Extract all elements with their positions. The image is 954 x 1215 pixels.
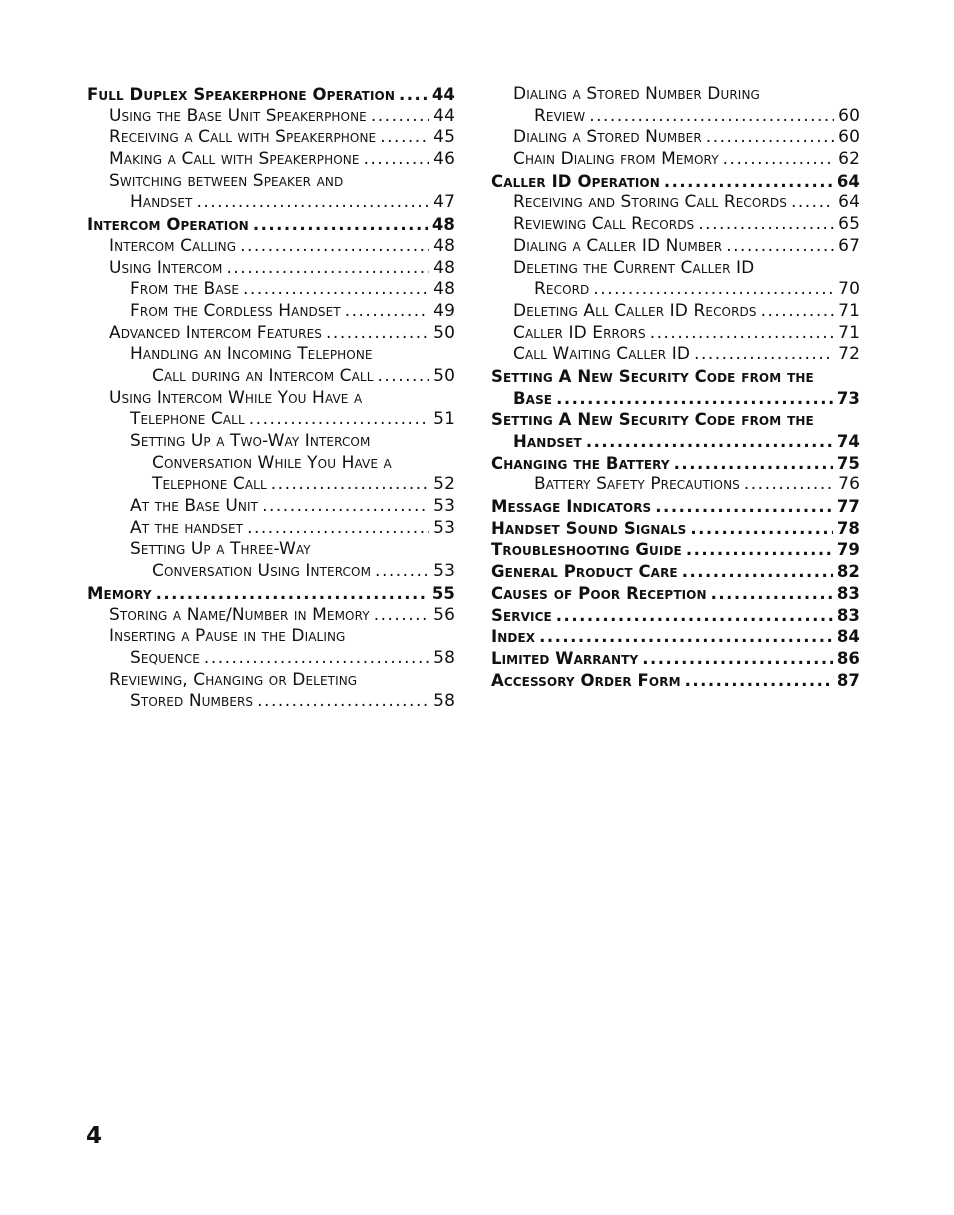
toc-entry[interactable]: [491, 539, 860, 561]
toc-entry[interactable]: [491, 301, 860, 323]
dot-leader: [726, 236, 834, 258]
dot-leader: [589, 106, 834, 128]
dot-leader: [249, 409, 429, 431]
toc-entry[interactable]: [87, 670, 455, 692]
toc-entry-title: Setting Up a Two-Way Intercom: [130, 431, 371, 451]
toc-entry-page: 48: [433, 235, 455, 256]
dot-leader: [271, 474, 429, 496]
toc-entry[interactable]: [491, 605, 860, 627]
toc-right-column: [491, 84, 860, 691]
toc-entry-page: 71: [838, 300, 860, 321]
toc-entry-title: Switching between Speaker and: [109, 170, 344, 191]
toc-entry-title: Setting Up a Three-Way: [130, 539, 311, 560]
toc-entry[interactable]: [87, 539, 455, 561]
toc-entry-page: 52: [433, 474, 455, 495]
toc-entry-page: 82: [836, 562, 860, 582]
toc-entry[interactable]: [87, 192, 455, 214]
toc-entry-page: 74: [836, 432, 860, 451]
dot-leader: [204, 648, 429, 670]
dot-leader: [593, 279, 834, 301]
dot-leader: [650, 323, 834, 345]
toc-entry-title: Reviewing, Changing or Deleting: [109, 669, 358, 690]
toc-entry-page: 62: [838, 149, 860, 170]
page-number: 4: [86, 1123, 103, 1149]
toc-entry-title: Deleting the Current Caller ID: [513, 257, 755, 278]
dot-leader: [257, 691, 429, 713]
toc-entry[interactable]: [491, 518, 860, 540]
dot-leader: [375, 561, 429, 583]
toc-entry[interactable]: [491, 214, 860, 236]
dot-leader: [156, 583, 428, 605]
toc-entry-page: 51: [433, 409, 455, 430]
toc-entry[interactable]: [491, 561, 860, 583]
toc-entry-page: 56: [433, 604, 455, 625]
toc-entry-title: Setting A New Security Code from the: [491, 410, 814, 430]
toc-entry-title: Caller ID Errors: [513, 322, 646, 343]
toc-entry[interactable]: [491, 344, 860, 366]
dot-leader: [378, 366, 430, 388]
toc-entry-title: Inserting a Pause in the Dialing: [109, 626, 346, 647]
toc-entry-title: From the Base: [130, 279, 240, 300]
dot-leader: [364, 149, 430, 171]
toc-entry[interactable]: [87, 127, 455, 149]
toc-entry[interactable]: [491, 474, 860, 496]
dot-leader: [539, 626, 833, 648]
toc-entry-title: At the Base Unit: [130, 496, 259, 517]
toc-entry[interactable]: [491, 409, 860, 431]
toc-entry-title: From the Cordless Handset: [130, 300, 341, 321]
toc-entry-title: Chain Dialing from Memory: [513, 149, 719, 170]
toc-entry[interactable]: [87, 453, 455, 475]
toc-entry-title: Call during an Intercom Call: [152, 365, 374, 386]
toc-entry[interactable]: [87, 214, 455, 236]
toc-entry-title: Intercom Operation: [87, 215, 249, 235]
toc-entry[interactable]: [491, 431, 860, 453]
toc-entry-title: Causes of Poor Reception: [491, 583, 707, 603]
toc-entry-page: 78: [836, 518, 860, 538]
toc-entry-title: Dialing a Stored Number: [513, 127, 702, 148]
dot-leader: [556, 388, 833, 410]
toc-entry-page: 58: [433, 691, 455, 712]
dot-leader: [694, 344, 834, 366]
toc-entry-title: Setting A New Security Code from the: [491, 366, 814, 386]
toc-entry[interactable]: [87, 258, 455, 280]
dot-leader: [380, 127, 429, 149]
toc-entry-page: 53: [433, 496, 455, 517]
dot-leader: [711, 583, 833, 605]
toc-entry-title: Stored Numbers: [130, 691, 254, 712]
toc-entry-title: Handset: [513, 432, 582, 451]
toc-entry[interactable]: [87, 518, 455, 540]
dot-leader: [253, 214, 428, 236]
toc-entry-page: 83: [836, 605, 860, 625]
dot-leader: [374, 605, 429, 627]
dot-leader: [227, 258, 430, 280]
toc-entry[interactable]: [491, 106, 860, 128]
toc-entry-page: 65: [838, 214, 860, 235]
dot-leader: [642, 648, 833, 670]
toc-entry-page: 48: [431, 215, 455, 235]
toc-entry-title: At the handset: [130, 517, 244, 538]
toc-entry[interactable]: [87, 626, 455, 648]
toc-entry-title: Handling an Incoming Telephone: [130, 344, 373, 365]
toc-entry-page: 64: [838, 192, 860, 213]
toc-entry[interactable]: [87, 409, 455, 431]
toc-entry-page: 70: [838, 279, 860, 300]
toc-entry[interactable]: [491, 323, 860, 345]
toc-entry-title: Conversation While You Have a: [152, 452, 392, 473]
dot-leader: [723, 149, 835, 171]
toc-entry-title: Index: [491, 627, 536, 647]
toc-entry-title: Deleting All Caller ID Records: [513, 300, 757, 321]
toc-entry[interactable]: [491, 258, 860, 280]
toc-entry-page: 84: [836, 627, 860, 647]
toc-entry[interactable]: [87, 605, 455, 627]
toc-entry-page: 50: [433, 365, 455, 386]
toc-entry-title: Advanced Intercom Features: [109, 322, 323, 343]
dot-leader: [761, 301, 835, 323]
toc-entry[interactable]: [87, 388, 455, 410]
toc-entry[interactable]: [87, 149, 455, 171]
toc-entry-title: Service: [491, 605, 552, 625]
dot-leader: [685, 670, 833, 692]
toc-entry-title: Dialing a Caller ID Number: [513, 235, 723, 256]
toc-entry-title: Intercom Calling: [109, 235, 237, 256]
toc-entry-title: Using Intercom: [109, 257, 223, 278]
toc-entry-title: Sequence: [130, 647, 200, 668]
dot-leader: [371, 106, 429, 128]
dot-leader: [399, 84, 428, 106]
toc-entry[interactable]: [87, 171, 455, 193]
toc-entry[interactable]: [87, 474, 455, 496]
toc-entry[interactable]: [491, 192, 860, 214]
toc-entry[interactable]: [491, 453, 860, 475]
dot-leader: [686, 539, 833, 561]
toc-entry-page: 47: [433, 192, 455, 213]
toc-entry[interactable]: [87, 648, 455, 670]
dot-leader: [556, 605, 833, 627]
toc-entry[interactable]: [491, 149, 860, 171]
toc-entry[interactable]: [87, 344, 455, 366]
dot-leader: [690, 518, 832, 540]
dot-leader: [196, 192, 429, 214]
toc-left-column: [87, 84, 455, 713]
toc-entry-page: 86: [836, 648, 860, 668]
toc-entry[interactable]: [491, 670, 860, 692]
toc-entry[interactable]: [87, 279, 455, 301]
toc-entry-title: Base: [513, 388, 553, 408]
toc-entry[interactable]: [491, 626, 860, 648]
dot-leader: [791, 192, 834, 214]
toc-entry-title: Telephone Call: [152, 474, 267, 495]
toc-entry-page: 49: [433, 300, 455, 321]
dot-leader: [243, 279, 429, 301]
toc-entry-title: Call Waiting Caller ID: [513, 344, 691, 365]
toc-entry-page: 60: [838, 105, 860, 126]
toc-entry-page: 53: [433, 561, 455, 582]
toc-entry-page: 77: [836, 497, 860, 517]
toc-entry-title: Limited Warranty: [491, 648, 639, 668]
toc-entry[interactable]: [491, 583, 860, 605]
dot-leader: [698, 214, 834, 236]
toc-entry-title: Handset: [130, 192, 193, 213]
toc-entry-page: 72: [838, 344, 860, 365]
dot-leader: [744, 474, 834, 496]
toc-entry[interactable]: [491, 496, 860, 518]
toc-entry-title: Reviewing Call Records: [513, 214, 695, 235]
toc-entry-page: 46: [433, 149, 455, 170]
toc-entry-page: 75: [836, 453, 860, 473]
toc-entry[interactable]: [87, 323, 455, 345]
toc-entry-title: Conversation Using Intercom: [152, 561, 372, 582]
toc-entry[interactable]: [87, 561, 455, 583]
dot-leader: [247, 518, 429, 540]
toc-entry-title: Memory: [87, 583, 152, 603]
toc-entry-page: 48: [433, 279, 455, 300]
toc-entry-page: 58: [433, 647, 455, 668]
toc-entry-page: 83: [836, 583, 860, 603]
toc-entry-title: Troubleshooting Guide: [491, 540, 682, 560]
toc-entry-page: 53: [433, 517, 455, 538]
dot-leader: [706, 127, 834, 149]
toc-entry[interactable]: [491, 84, 860, 106]
toc-entry[interactable]: [87, 366, 455, 388]
toc-entry-title: Using the Base Unit Speakerphone: [109, 105, 367, 126]
toc-entry-title: Record: [534, 279, 590, 300]
toc-entry-page: 50: [433, 322, 455, 343]
toc-entry-page: 79: [836, 540, 860, 560]
toc-entry-title: Receiving and Storing Call Records: [513, 192, 787, 213]
toc-entry-title: Making a Call with Speakerphone: [109, 149, 360, 170]
toc-entry[interactable]: [87, 496, 455, 518]
toc-entry[interactable]: [87, 236, 455, 258]
toc-entry-title: Dialing a Stored Number During: [513, 84, 760, 104]
toc-entry-title: Message Indicators: [491, 497, 652, 517]
toc-entry[interactable]: [491, 388, 860, 410]
toc-entry-page: 64: [836, 171, 860, 191]
toc-entry-title: Storing a Name/Number in Memory: [109, 604, 370, 625]
dot-leader: [326, 323, 429, 345]
dot-leader: [664, 171, 833, 193]
toc-entry-title: Handset Sound Signals: [491, 518, 687, 538]
toc-entry-page: 73: [836, 388, 860, 408]
dot-leader: [674, 453, 833, 475]
toc-entry-page: 44: [431, 85, 455, 104]
toc-entry-page: 55: [431, 583, 455, 603]
toc-entry[interactable]: [491, 236, 860, 258]
dot-leader: [586, 431, 833, 453]
toc-entry-page: 87: [836, 670, 860, 690]
toc-entry-title: General Product Care: [491, 562, 678, 582]
toc-entry[interactable]: [491, 171, 860, 193]
toc-entry[interactable]: [491, 648, 860, 670]
toc-entry[interactable]: [491, 127, 860, 149]
toc-entry-title: Full Duplex Speakerphone Operation: [87, 85, 395, 104]
dot-leader: [682, 561, 833, 583]
toc-entry[interactable]: [491, 366, 860, 388]
dot-leader: [262, 496, 429, 518]
toc-entry[interactable]: [87, 301, 455, 323]
toc-entry-title: Caller ID Operation: [491, 171, 660, 191]
toc-entry-title: Using Intercom While You Have a: [109, 387, 363, 408]
toc-entry[interactable]: [491, 279, 860, 301]
toc-entry[interactable]: [87, 691, 455, 713]
toc-entry[interactable]: [87, 106, 455, 128]
toc-entry-title: Review: [534, 105, 586, 126]
toc-entry-page: 45: [433, 127, 455, 148]
dot-leader: [240, 236, 429, 258]
toc-entry-title: Battery Safety Precautions: [534, 474, 740, 495]
toc-entry-title: Receiving a Call with Speakerphone: [109, 127, 377, 148]
toc-entry-title: Changing the Battery: [491, 453, 670, 473]
toc-entry[interactable]: [87, 431, 455, 453]
toc-entry-title: Accessory Order Form: [491, 670, 681, 690]
dot-leader: [655, 496, 833, 518]
toc-entry-title: Telephone Call: [130, 409, 245, 430]
toc-entry-page: 71: [838, 322, 860, 343]
toc-entry-page: 48: [433, 257, 455, 278]
toc-entry-page: 44: [433, 105, 455, 126]
toc-entry-page: 60: [838, 127, 860, 148]
toc-entry-page: 76: [838, 474, 860, 495]
toc-entry[interactable]: [87, 583, 455, 605]
toc-entry[interactable]: [87, 84, 455, 106]
dot-leader: [345, 301, 429, 323]
toc-entry-page: 67: [838, 235, 860, 256]
